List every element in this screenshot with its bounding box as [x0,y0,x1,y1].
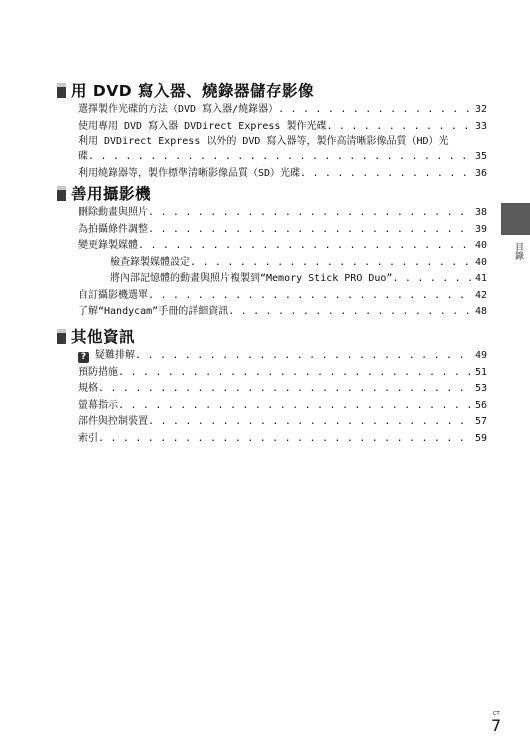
toc-entry-label: 利用 DVDirect Express 以外的 DVD 寫入器等，製作高清晰影像品質（HD）光 [78,136,449,147]
toc-entry[interactable] [57,398,487,415]
dot-leader [228,304,472,321]
section-heading [57,80,487,100]
toc-entry-label: 檢查錄製媒體設定 [110,256,190,268]
toc-entry-label: 自訂攝影機選單 [78,289,148,301]
dot-leader [392,271,472,288]
toc-entry-label: 為拍攝條件調整 [78,223,148,235]
toc-entry[interactable] [57,414,487,431]
toc-entry-label: 螢幕指示 [78,399,118,411]
toc-entry-page: 40 [474,256,487,268]
toc-entry-page: 56 [474,399,487,411]
toc-entry-label-wrap [78,348,135,365]
section-marker [57,329,66,344]
toc-entry-page: 40 [474,240,487,251]
toc-entry[interactable] [57,348,487,365]
toc-entry-page: 48 [474,306,487,317]
toc-entry[interactable] [57,365,487,382]
toc-subentry[interactable] [57,271,487,288]
toc-entry-label: 索引 [78,432,98,444]
toc-entry-label: 了解“Handycam”手冊的詳細資訊 [78,306,229,317]
section-other-info [57,326,487,447]
section-marker [57,83,66,98]
section-title: 其他資訊 [71,328,136,346]
section-camera-use [57,183,487,321]
dot-leader [88,149,472,166]
toc-entry-page: 53 [474,383,487,394]
toc-entry[interactable] [57,102,487,119]
dot-leader [148,414,472,431]
toc-entry[interactable] [57,205,487,222]
dot-leader [148,205,472,222]
toc-entry[interactable] [57,381,487,398]
dot-leader [300,166,472,183]
toc-entry-label: 利用燒錄器等，製作標準清晰影像品質（SD）光碟 [78,167,301,179]
toc-entry[interactable] [57,288,487,305]
toc-entry[interactable] [57,238,487,255]
dot-leader [118,398,472,415]
toc-entry-label: 變更錄製媒體 [78,240,138,251]
toc-entry-label-continued: 碟 [78,151,88,162]
section-heading [57,183,487,203]
dot-leader [138,238,472,255]
toc-entry-page: 49 [474,350,487,361]
toc-entry-label: 選擇製作光碟的方法（DVD 寫入器/燒錄器） [78,104,279,115]
toc-entry-label: 將內部記憶體的動畫與照片複製到“Memory Stick PRO Duo” [110,273,393,284]
toc-entry-page: 33 [474,120,487,132]
toc-entry[interactable] [57,222,487,239]
page-number: 7 [491,716,502,735]
toc-entry-page: 59 [474,432,487,444]
toc-entry[interactable] [57,304,487,321]
dot-leader [98,381,472,398]
section-marker [57,186,66,201]
page-language-code: CT [493,711,500,717]
toc-entry-page: 35 [474,151,487,162]
section-heading [57,326,487,346]
toc-entry-page: 51 [474,366,487,378]
toc-entry-page: 32 [474,104,487,115]
side-tab-label: 目錄 [513,242,523,260]
dot-leader [118,365,472,382]
section-title: 用 DVD 寫入器、燒錄器儲存影像 [71,82,315,100]
toc-entry-page: 39 [474,223,487,235]
side-index-tab [501,203,530,235]
toc-entry-label: 疑難排解 [95,350,135,361]
section-dvd-writer [57,80,487,182]
dot-leader [148,288,472,305]
dot-leader [326,119,471,136]
dot-leader [278,102,472,119]
dot-leader [148,222,472,239]
toc-entry-page: 38 [474,207,487,218]
toc-entry[interactable] [57,119,487,136]
question-icon: ? [78,352,89,363]
toc-entry[interactable] [57,431,487,448]
toc-entry-label: 刪除動畫與照片 [78,207,148,218]
toc-entry-label: 規格 [78,383,98,394]
dot-leader [135,348,472,365]
toc-entry[interactable] [57,135,487,166]
toc-entry-label: 使用專用 DVD 寫入器 DVDirect Express 製作光碟 [78,120,327,132]
dot-leader [190,255,472,272]
toc-entry-page: 42 [474,289,487,301]
section-title: 善用攝影機 [71,185,152,203]
toc-subentry[interactable] [57,255,487,272]
toc-entry-page: 57 [474,416,487,427]
toc-entry-page: 41 [474,273,487,284]
toc-entry-label: 部件與控制裝置 [78,416,148,427]
toc-entry-page: 36 [474,167,487,179]
toc-entry-label: 預防措施 [78,366,118,378]
dot-leader [98,431,472,448]
toc-entry[interactable] [57,166,487,183]
